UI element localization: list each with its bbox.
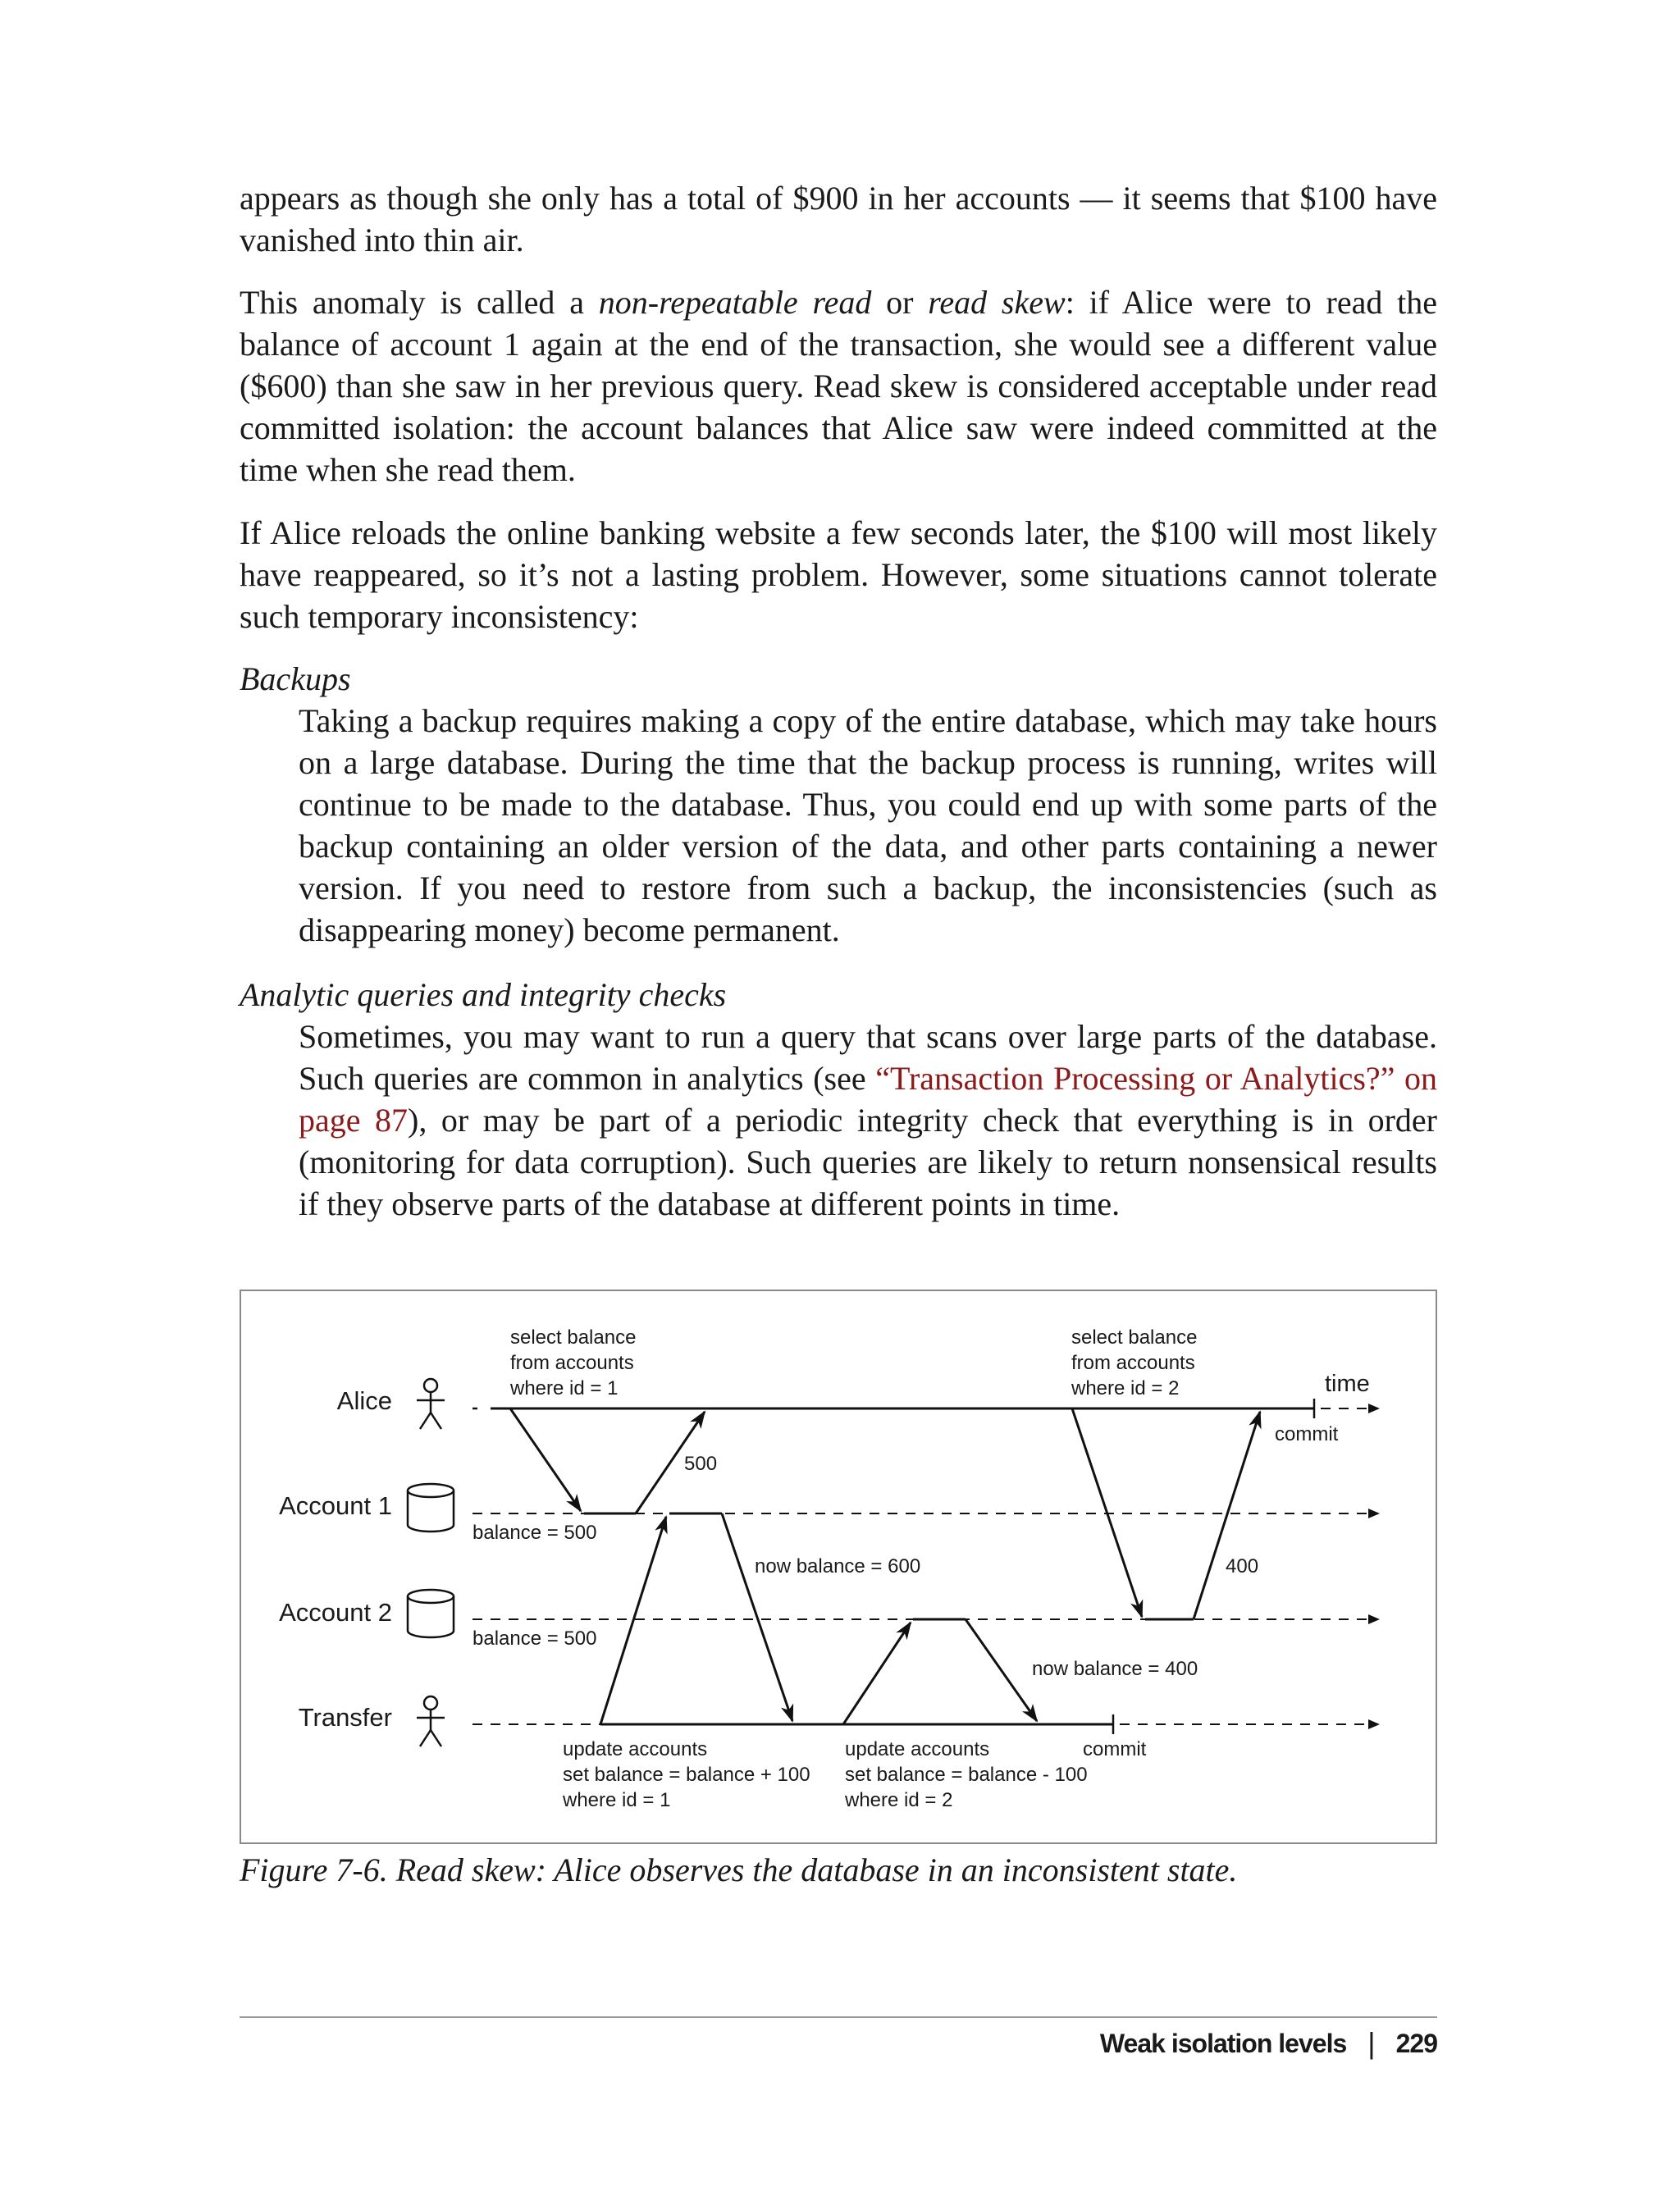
lane-label-transfer: Transfer [298, 1703, 392, 1732]
term-analytic-text [299, 1016, 1437, 1225]
p2-before: This anomaly is called a [240, 284, 599, 321]
account-2-database-icon [408, 1590, 454, 1637]
update-1-line-1: update accounts [563, 1738, 708, 1760]
paragraph-3: If Alice reloads the online banking website a few seconds later, the $100 will most likely have reappeared, so it’s not a lasting problem. However, some situations cannot tolerate such temporary inconsistency: [240, 514, 1437, 635]
update-1-response-arrow [722, 1513, 792, 1721]
update-2-line-3: where id = 2 [845, 1789, 953, 1811]
alice-timeline [472, 1399, 1378, 1418]
update-1-line-2: set balance = balance + 100 [563, 1764, 810, 1786]
alice-read-1-request-arrow [510, 1408, 581, 1511]
time-label: time [1325, 1371, 1370, 1397]
update-2-query [844, 1738, 1093, 1811]
alice-read-2-response-arrow [1194, 1412, 1260, 1619]
account-1-database-icon [408, 1484, 454, 1532]
term-read-skew: read skew [928, 284, 1066, 321]
account-2-initial-balance: balance = 500 [472, 1628, 597, 1650]
lane-label-account-2: Account 2 [279, 1598, 392, 1627]
footer-rule [240, 2016, 1437, 2018]
page-footer [1100, 2026, 1437, 2061]
paragraph-2 [240, 281, 1437, 491]
p2-mid: or [871, 284, 929, 321]
term-backups-title: Backups [240, 660, 351, 697]
update-1-line-3: where id = 1 [563, 1789, 671, 1811]
alice-person-icon [417, 1379, 445, 1429]
alice-query-2 [1071, 1326, 1203, 1399]
transfer-person-icon [417, 1696, 445, 1746]
alice-commit-label: commit [1275, 1423, 1339, 1445]
account-1-initial-balance: balance = 500 [472, 1522, 597, 1544]
read-1-value-label: 500 [684, 1453, 718, 1475]
account-2-new-balance: now balance = 400 [1032, 1658, 1198, 1680]
read-skew-diagram [240, 1290, 1437, 1844]
transfer-commit-label: commit [1083, 1738, 1147, 1760]
term-analytic-title: Analytic queries and integrity checks [240, 976, 727, 1013]
update-1-request-arrow [600, 1517, 666, 1724]
account-1-new-balance: now balance = 600 [755, 1555, 921, 1577]
alice-query-2-line-3: where id = 2 [1071, 1377, 1180, 1399]
lane-label-alice: Alice [336, 1386, 392, 1415]
term-non-repeatable-read: non-repeatable read [598, 284, 872, 321]
alice-query-1-line-3: where id = 1 [510, 1377, 619, 1399]
alice-query-1-line-2: from accounts [510, 1352, 634, 1374]
alice-query-2-line-2: from accounts [1071, 1352, 1195, 1374]
analytic-before: Sometimes, you may want to run a query that scans over large parts of the database. Such queries are common in analytics (see [299, 1018, 1437, 1097]
p2-after: : if Alice were to read the balance of account 1 again at the end of the transaction, she would see a different value ($600) than she saw in her previous query. Read skew is considered acceptable under read committed isolation: the account balances that Alice saw were indeed committed at the time when she read them. [240, 284, 1438, 488]
update-2-request-arrow [843, 1623, 911, 1724]
cross-reference-link[interactable]: “Transaction Processing or Analytics?” on page 87 [299, 1060, 1437, 1139]
update-2-line-1: update accounts [845, 1738, 990, 1760]
figure-caption: Figure 7-6. Read skew: Alice observes the database in an inconsistent state. [240, 1851, 1238, 1888]
update-1-query [562, 1738, 815, 1811]
update-2-line-2: set balance = balance - 100 [845, 1764, 1088, 1786]
alice-query-1 [509, 1326, 641, 1399]
transfer-timeline [472, 1714, 1378, 1734]
update-2-response-arrow [966, 1619, 1037, 1721]
footer-separator: | [1367, 2026, 1375, 2060]
analytic-after: ), or may be part of a periodic integrity check that everything is in order (monitoring for data corruption). Such queries are likely to return nonsensical results if they observe parts of the database at different points in time. [299, 1102, 1438, 1222]
page-number: 229 [1395, 2028, 1437, 2058]
term-backups-text: Taking a backup requires making a copy of the entire database, which may take hours on a large database. During the time that the backup process is running, writes will continue to be made to the database. Thus, you could end up with some parts of the backup containing an older version of the data, and other parts containing a newer version. If you need to restore from such a backup, the inconsistencies (such as disappearing money) become permanent. [299, 702, 1437, 948]
read-2-value-label: 400 [1226, 1555, 1259, 1577]
paragraph-1: appears as though she only has a total of $900 in her accounts — it seems that $100 have vanished into thin air. [240, 180, 1437, 258]
alice-query-1-line-1: select balance [510, 1326, 637, 1349]
lane-label-account-1: Account 1 [279, 1491, 392, 1520]
alice-query-2-line-1: select balance [1071, 1326, 1198, 1349]
footer-section-title: Weak isolation levels [1099, 2028, 1347, 2058]
